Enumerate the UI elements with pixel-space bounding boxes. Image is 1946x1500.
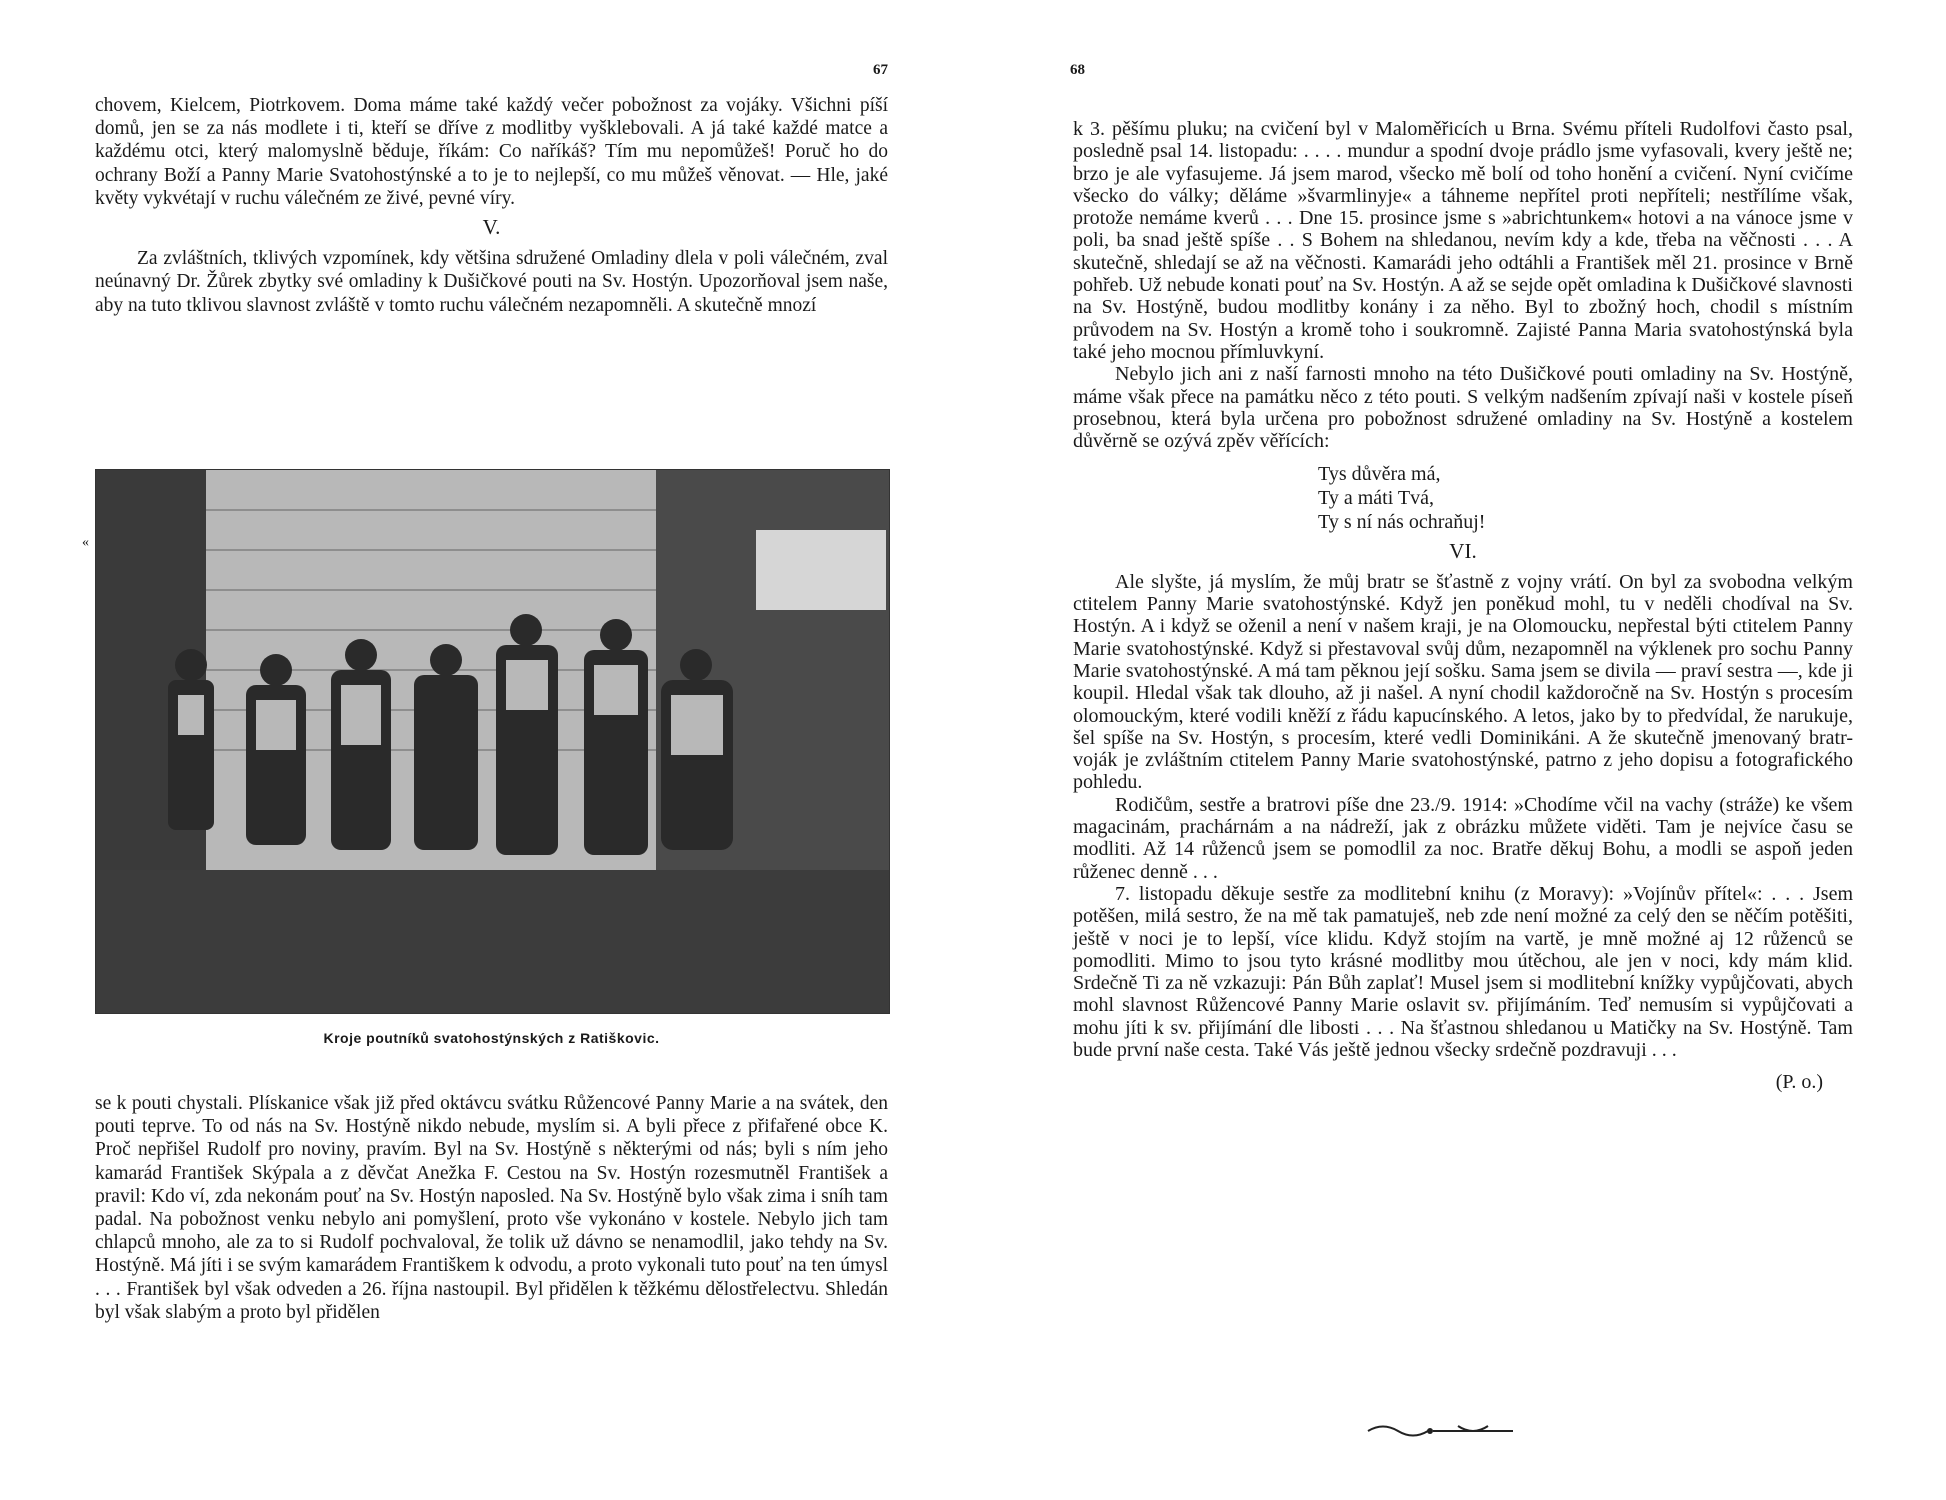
left-bottom-text — [95, 1092, 888, 1324]
decorative-flourish-icon — [1363, 1420, 1523, 1447]
photo-illustration — [96, 470, 889, 1013]
poem-line: Ty s ní nás ochraňuj! — [1318, 511, 1486, 534]
paragraph: Ale slyšte, já myslím, že můj bratr se šťastně z vojny vrátí. On byl za svobodna velkým ctitelem Panny Marie svatohostýnské. Když jen poněkud mohl, tu v neděli chodíval na Sv. Hostýn. A i když se oženil a není v našem kraji, je na Olomoucku, nepřestal býti ctitelem Panny Marie svatohostýnské. Když si přestavoval svůj dům, nezapomněl na výklenek pro sochu Panny Marie svatohostýnské. A má tam pěknou její sošku. Sama jsem se divila — praví sestra —, kde ji koupil. Hledal však tak dlouho, až ji našel. A nyní chodil každoročně na Sv. Hostýn s procesím olomouckým, které vodili kněží z řádu kapucínského. A letos, jako by to předvídal, že narukuje, šel spíše na Sv. Hostýn, s procesím, které vedli Dominikáni. A že skutečně jmenovaný bratr-voják je zvláštním ctitelem Panny Marie svatohostýnské, patrno z jeho dopisu a fotografického pohledu. — [1073, 570, 1853, 794]
paragraph: chovem, Kielcem, Piotrkovem. Doma máme také každý večer pobožnost za vojáky. Všichni píší domů, jen se za nás modlete i ti, kteří se dříve z modlitby vyšklebovali. A já také každé matce a každému otci, který malomyslně běduje, říkám: Co naříkáš? Tím mu nepomůžeš! Poruč ho do ochrany Boží a Panny Marie Svatohostýnské a to je to nejlepší, co mu můžeš věnovat. — Hle, jaké květy vykvétají v ruchu válečném ze živé, pevné víry. — [95, 95, 888, 209]
signature: (P. o.) — [1775, 1071, 1823, 1094]
group-photo — [95, 469, 890, 1014]
poem-line: Ty a máti Tvá, — [1318, 487, 1434, 510]
paragraph: Za zvláštních, tklivých vzpomínek, kdy většina sdružené Omladiny dlela v poli válečném, zval neúnavný Dr. Žůrek zbytky své omladiny k Dušičkové pouti na Sv. Hostýn. Upozorňoval jsem naše, aby na tuto tklivou slavnost zvláště v tomto ruchu válečném nezapomněli. A skutečně mnozí — [95, 248, 888, 316]
poem — [1073, 462, 1853, 534]
paragraph: Rodičům, sestře a bratrovi píše dne 23./9. 1914: »Chodíme včil na vachy (stráže) ke všem magacinám, prachárnám a na nádreží, jak z obrázku můžete viděti. Tam je nejvíce času se modliti. Až 14 růženců jsem se pomodlil za noc. Bratře děkuj Bohu, a modli se aspoň jeden růženec denně . . . — [1073, 793, 1853, 883]
right-text — [1073, 118, 1853, 1094]
section-heading-vi: VI. — [1449, 539, 1477, 564]
right-page — [973, 0, 1946, 1500]
paragraph: se k pouti chystali. Plískanice však již před oktávcu svátku Růžencové Panny Marie a na svátek, den pouti teprve. To od nás na Sv. Hostýně nikdo nebude, myslím si. A byli přece z přifařené obce K. Proč nepřišel Rudolf pro noviny, pravím. Byl na Sv. Hostýně s některými od nás; byli s ním jeho kamarád František Skýpala a z děvčat Anežka F. Cestou na Sv. Hostýn rozesmutněl František a pravil: Kdo ví, zda nekonám pouť na Sv. Hostýn naposled. Na Sv. Hostýně bylo však zima i sníh tam padal. Na pobožnost venku nebylo ani pomyšlení, proto vše vykonáno v kostele. Nebylo jich tam chlapců mnoho, ale za to si Rudolf pochvaloval, že tolik už dávno se nenamodlil, jako tehdy na Sv. Hostýně. Má jíti i se svým kamarádem Františkem k odvodu, a proto vykonali tuto pouť na ten úmysl . . . František byl však odveden a 26. října nastoupil. Byl přidělen k těžkému dělostřelectvu. Shledán byl však slabým a proto byl přidělen — [95, 1093, 888, 1323]
photo-caption: Kroje poutníků svatohostýnských z Ratiškovic. — [323, 1030, 660, 1046]
page-number-left: 67 — [873, 62, 888, 78]
paragraph: 7. listopadu děkuje sestře za modlitební knihu (z Moravy): »Vojínův přítel«: . . . Jsem potěšen, milá sestro, že na mě tak pamatuješ, neb zde není možné za celý den se něčím potěšiti, ještě v noci je to lepší, více klidu. Když stojím na vartě, je mně možné aj 12 růženců se pomodliti. Mimo to jsou tyto krásné modlitby mou útěchou, ale jen v noci, kdy mám klid. Srdečně Ti za ně vzkazuji: Pán Bůh zaplať! Musel jsem si modlitební knížky vypůjčovati, abych mohl slavnost Růžencové Panny Marie oslavit sv. přijímáním. Teď nemusím si vypůjčovati a mohu jíti k sv. přijímání dle libosti . . . Na šťastnou shledanou u Matičky na Sv. Hostýně. Tam bude první naše cesta. Také Vás ještě jednou všecky srdečně pozdravuji . . . — [1073, 882, 1853, 1061]
page-number-right: 68 — [1070, 62, 1085, 78]
margin-mark: « — [82, 535, 89, 550]
section-heading-v: V. — [482, 215, 501, 240]
poem-line: Tys důvěra má, — [1318, 463, 1441, 486]
paragraph: Nebylo jich ani z naší farnosti mnoho na této Dušičkové pouti omladiny na Sv. Hostýně, máme však přece na památku něco z této pouti. S velkým nadšením zpívají naši v kostele píseň prosebnou, která byla určena pro pobožnost sdružené omladiny na Sv. Hostýně a kostelem důvěrně se ozývá zpěv věřících: — [1073, 363, 1853, 453]
left-top-text — [95, 94, 888, 317]
paragraph: k 3. pěšímu pluku; na cvičení byl v Maloměřicích u Brna. Svému příteli Rudolfovi často psal, posledně psal 14. listopadu: . . . . mundur a spodní dvoje prádlo jsme vyfasovali, kvery ještě ne; brzo je ale vyfasujeme. Já jsem marod, všecko mě bolí od toho honění a cvičení. Nyní cvičíme všecko do války; děláme »švarmlinyje« a táhneme nepřítel proti nepříteli; nestřílíme však, protože nemáme kverů . . . Dne 15. prosince jsme s »abrichtunkem« hotovi a na vánoce jsme v poli, ba snad ještě spíše . . S Bohem na shledanou, nevím kdy a kde, třeba na věčnosti . . . A skutečně, shledají se až na věčnosti. Kamarádi jeho odtáhli a František měl 21. prosince v Brně pohřeb. Už nebude konati pouť na Sv. Hostýn. A až se sejde opět omladina k Dušičkové slavnosti na Sv. Hostýně, budou modlitby konány i za něho. Byl to zbožný hoch, chodil s místním průvodem na Sv. Hostýn a kromě toho i soukromně. Zajisté Panna Maria svatohostýnská byla také jeho mocnou přímluvkyní. — [1073, 118, 1853, 363]
